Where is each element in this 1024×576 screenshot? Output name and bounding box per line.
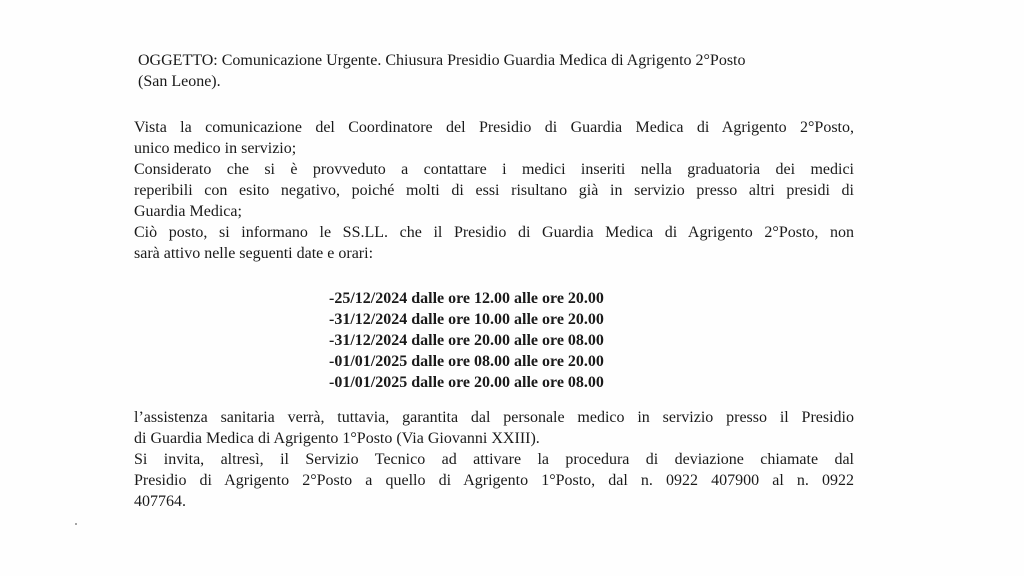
intro-line: unico medico in servizio; [134, 140, 297, 157]
schedule-item: -01/01/2025 dalle ore 08.00 alle ore 20.00 [329, 353, 604, 370]
subject-line-1: OGGETTO: Comunicazione Urgente. Chiusura Presidio Guardia Medica di Agrigento 2°Posto [138, 52, 746, 69]
schedule-item: -01/01/2025 dalle ore 20.00 alle ore 08.00 [329, 374, 604, 391]
intro-line: Vista la comunicazione del Coordinatore del Presidio di Guardia Medica di Agrigento 2°Posto, [134, 119, 854, 136]
intro-paragraph [134, 117, 854, 264]
closing-line: l’assistenza sanitaria verrà, tuttavia, garantita dal personale medico in servizio presso il Presidio [134, 409, 854, 426]
intro-line: Considerato che si è provveduto a contattare i medici inseriti nella graduatoria dei medici [134, 161, 854, 178]
intro-line: Guardia Medica; [134, 203, 242, 220]
closure-schedule [329, 288, 659, 393]
scan-speck [75, 523, 77, 525]
subject-heading [138, 50, 854, 92]
closing-line: Si invita, altresì, il Servizio Tecnico ad attivare la procedura di deviazione chiamate dal [134, 451, 854, 468]
closing-line: 407764. [134, 493, 186, 510]
schedule-item: -31/12/2024 dalle ore 20.00 alle ore 08.00 [329, 332, 604, 349]
closing-line: di Guardia Medica di Agrigento 1°Posto (Via Giovanni XXIII). [134, 430, 540, 447]
closing-paragraph [134, 407, 854, 512]
schedule-item: -25/12/2024 dalle ore 12.00 alle ore 20.00 [329, 290, 604, 307]
intro-line: sarà attivo nelle seguenti date e orari: [134, 245, 374, 262]
closing-line: Presidio di Agrigento 2°Posto a quello di Agrigento 1°Posto, dal n. 0922 407900 al n. 0922 [134, 472, 854, 489]
intro-line: Ciò posto, si informano le SS.LL. che il Presidio di Guardia Medica di Agrigento 2°Posto, non [134, 224, 854, 241]
subject-line-2: (San Leone). [138, 73, 221, 90]
schedule-item: -31/12/2024 dalle ore 10.00 alle ore 20.00 [329, 311, 604, 328]
intro-line: reperibili con esito negativo, poiché molti di essi risultano già in servizio presso altri presidi di [134, 182, 854, 199]
